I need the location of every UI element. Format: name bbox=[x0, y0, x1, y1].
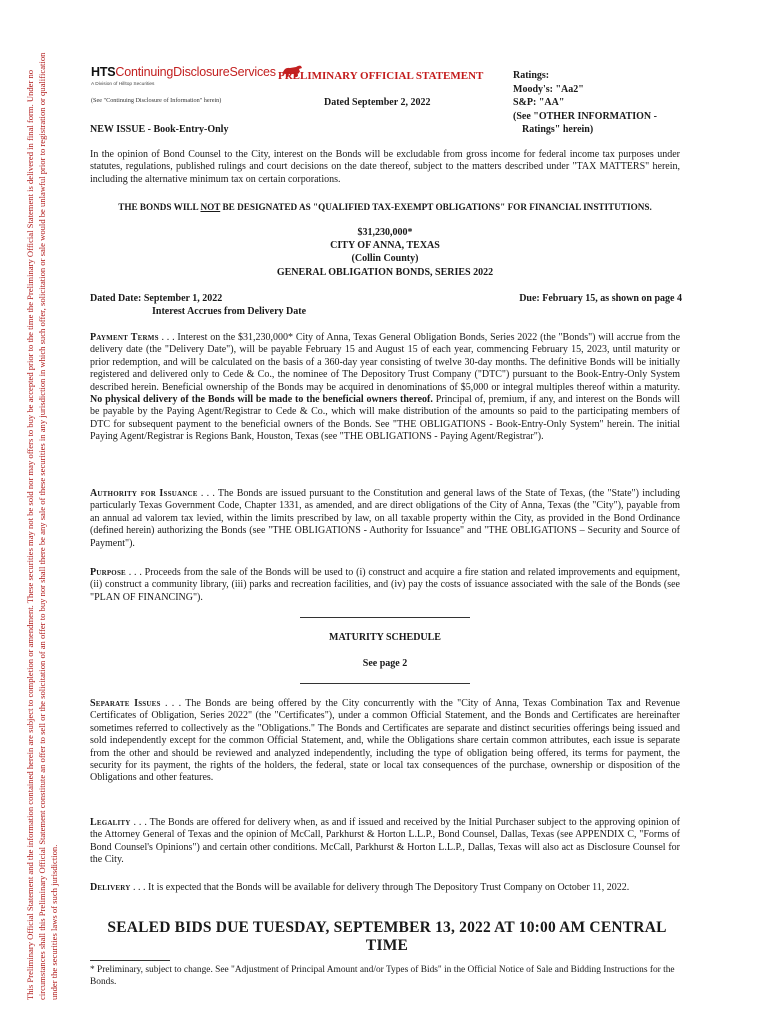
dated-statement: Dated September 2, 2022 bbox=[324, 97, 431, 108]
payment-terms-paragraph bbox=[90, 332, 680, 444]
ratings-label: Ratings: bbox=[513, 70, 550, 81]
separate-issues-text: . . . The Bonds are being offered by the City concurrently with the "City of Anna, Texas Combination Tax and Revenue Certificates of Obligation, Series 2022" (the "Certificates"), under a common Official Statement, and the Bonds and Certificates are hereinafter sometimes referred to collectively as the "Obligations." The Bonds and Certificates are separate and distinct securities offerings being issued and sold independently except for the common Official Statement, and, while the Obligations share certain common attributes, each issue is separate from the other and should be reviewed and analyzed independently, including the type of obligation being offered, its terms for payment, the security for its payment, the rights of the holders, the federal, state or local tax consequences of the purchase, ownership or disposition of the Obligations and other features. bbox=[90, 698, 681, 784]
rating-moodys: Moody's: "Aa2" bbox=[513, 83, 584, 95]
sealed-bids-notice: SEALED BIDS DUE TUESDAY, SEPTEMBER 13, 2022 AT 10:00 AM CENTRAL TIME bbox=[107, 919, 667, 954]
purpose-heading: Purpose bbox=[90, 567, 126, 578]
ratings-block bbox=[513, 69, 657, 137]
divider-top bbox=[300, 617, 470, 618]
divider-bottom bbox=[300, 683, 470, 684]
tax-opinion: In the opinion of Bond Counsel to the City, interest on the Bonds will be excludable from gross income for federal income tax purposes under statutes, regulations, published rulings and court decisions on the date thereof, subject to the matters described under "TAX MATTERS" herein, including the alternative minimum tax on certain corporations. bbox=[90, 149, 680, 185]
dated-date: Dated Date: September 1, 2022 bbox=[90, 293, 223, 304]
payment-terms-heading: Payment Terms bbox=[90, 332, 159, 343]
due-date: Due: February 15, as shown on page 4 bbox=[519, 293, 682, 304]
footnote: * Preliminary, subject to change. See "Adjustment of Principal Amount and/or Types of Bids" in the Official Notice of Sale and Bidding Instructions for the Bonds. bbox=[90, 965, 675, 988]
separate-issues-paragraph bbox=[90, 698, 680, 785]
payment-terms-text-2: Principal of, premium, if any, and interest on the Bonds will be payable by the Paying Agent/Registrar to Cede & Co., which will make distribution of the amounts so paid to the participating members of DTC for subsequent payment to the beneficial owners of the Bonds. See "THE OBLIGATIONS - Book-Entry-Only System" herein. The initial Paying Agent/Registrar is Regions Bank, Houston, Texas (see "THE OBLIGATIONS - Paying Agent/Registrar"). bbox=[90, 394, 680, 443]
maturity-see-page: See page 2 bbox=[362, 658, 408, 669]
delivery-paragraph bbox=[90, 882, 680, 894]
series-name: GENERAL OBLIGATION BONDS, SERIES 2022 bbox=[276, 266, 494, 278]
authority-heading: Authority for Issuance bbox=[90, 488, 198, 499]
rating-sp: S&P: "AA" bbox=[513, 97, 565, 108]
title-block bbox=[90, 226, 680, 279]
hts-logo bbox=[91, 64, 303, 87]
county-name: (Collin County) bbox=[351, 253, 419, 265]
bond-amount: $31,230,000* bbox=[357, 227, 413, 238]
delivery-text: . . . It is expected that the Bonds will be available for delivery through The Depository Trust Company on October 11, 2022. bbox=[130, 882, 630, 893]
logo-name: ContinuingDisclosureServices bbox=[115, 64, 276, 79]
logo-prefix: HTS bbox=[91, 64, 116, 79]
payment-terms-text-1: . . . Interest on the $31,230,000* City of Anna, Texas General Obligation Bonds, Series 2022 (the "Bonds") will accrue from the delivery date (the "Delivery Date"), will be payable February 15 and August 15 of each year, commencing February 15, 2023, until maturity or prior redemption, and will be calculated on the basis of a 360-day year consisting of twelve 30-day months. The definitive Bonds will be initially registered and delivered only to Cede & Co., the nominee of The Depository Trust Company ("DTC") pursuant to the Book-Entry-Only System described herein. Beneficial ownership of the Bonds may be acquired in denominations of $5,000 or integral multiples thereof within a maturity. bbox=[90, 332, 681, 393]
qualified-post: BE DESIGNATED AS "QUALIFIED TAX-EXEMPT OBLIGATIONS" FOR FINANCIAL INSTITUTIONS. bbox=[220, 202, 652, 212]
legality-heading: Legality bbox=[90, 817, 131, 828]
payment-terms-bold: No physical delivery of the Bonds will be made to the beneficial owners thereof. bbox=[90, 394, 433, 406]
issuer-name: CITY OF ANNA, TEXAS bbox=[330, 240, 440, 252]
delivery-heading: Delivery bbox=[90, 882, 131, 893]
see-continuing-disclosure: (See "Continuing Disclosure of Information" herein) bbox=[91, 97, 222, 104]
qualified-statement bbox=[90, 201, 680, 213]
qualified-not: NOT bbox=[200, 202, 221, 212]
purpose-text: . . . Proceeds from the sale of the Bonds will be used to (i) construct and acquire a fire station and related improvements and equipment, (ii) construct a community library, (iii) parks and recreation facilities, and (iv) pay the costs of issuance associated with the sale of the Bonds (see "PLAN OF FINANCING"). bbox=[90, 567, 680, 603]
rating-see-other-2: Ratings" herein) bbox=[522, 124, 594, 135]
preliminary-notice-sidebar: This Preliminary Official Statement and the information contained herein are subject to completion or amendment. These securities may not be sold nor may offers to buy be accepted prior to the time the Preliminary Official Statement is delivered in final form. Under no circumstances shall this Preliminary Official Statement constitute an offer to sell or the solicitation of an offer to buy nor shall there be any sale of these securities in any jurisdiction in which such offer, solicitation or sale would be unlawful prior to registration or qualification under the securities laws of such jurisdiction. bbox=[25, 52, 60, 1000]
interest-accrues: Interest Accrues from Delivery Date bbox=[152, 306, 307, 317]
legality-paragraph bbox=[90, 817, 680, 867]
authority-paragraph bbox=[90, 488, 680, 550]
new-issue-label: NEW ISSUE - Book-Entry-Only bbox=[90, 124, 229, 135]
logo-tagline: A Division of Hilltop Securities bbox=[91, 82, 155, 87]
dates-row bbox=[90, 292, 682, 318]
rating-see-other: (See "OTHER INFORMATION - bbox=[513, 110, 657, 122]
authority-text: . . . The Bonds are issued pursuant to the Constitution and general laws of the State of Texas, (the "State") including particularly Texas Government Code, Chapter 1331, as amended, and are direct obligations of the City of Anna, Texas (the "City"), payable from an annual ad valorem tax levied, within the limits prescribed by law, on all taxable property within the City, as provided in the Bond Ordinance (defined herein) authorizing the Bonds (see "THE OBLIGATIONS - Authority for Issuance" and "THE OBLIGATIONS – Security and Source of Payment"). bbox=[90, 488, 680, 549]
purpose-paragraph bbox=[90, 567, 680, 604]
qualified-pre: THE BONDS WILL bbox=[118, 202, 201, 212]
separate-issues-heading: Separate Issues bbox=[90, 698, 161, 709]
preliminary-title: PRELIMINARY OFFICIAL STATEMENT bbox=[278, 70, 484, 82]
legality-text: . . . The Bonds are offered for delivery when, as and if issued and received by the Initial Purchaser subject to the approving opinion of the Attorney General of Texas and the opinion of McCall, Parkhurst & Horton L.L.P., Bond Counsel, Dallas, Texas (see APPENDIX C, "Forms of Bond Counsel's Opinions") and certain other conditions. McCall, Parkhurst & Horton L.L.P., Dallas, Texas will also act as Disclosure Counsel for the City. bbox=[90, 817, 680, 866]
footnote-rule bbox=[90, 960, 170, 961]
maturity-schedule-title: MATURITY SCHEDULE bbox=[329, 632, 441, 643]
